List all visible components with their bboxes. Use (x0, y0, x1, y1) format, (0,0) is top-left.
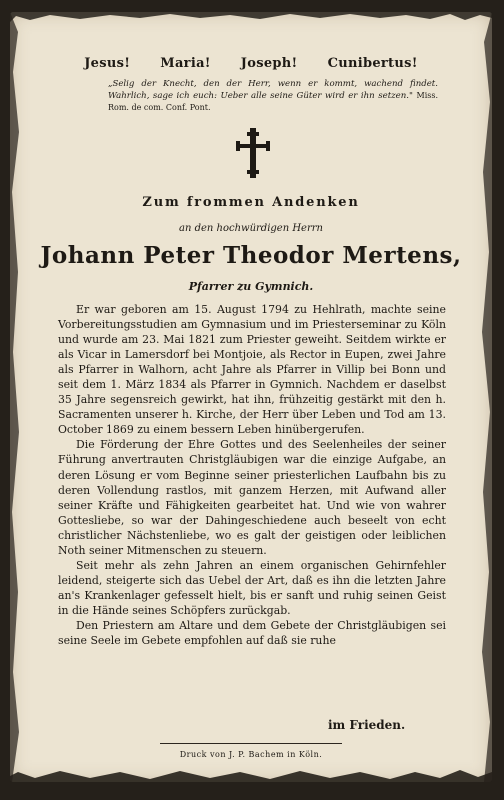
biography-paragraph: Seit mehr als zehn Jahren an einem organischen Gehirnfehler leidend, steigerte sich das Uebel der Art, daß es ihn die letzten Jahre an's Krankenlager gefesselt hielt, bis er sanft und ruhig seinen Geist in die Hände seines Schöpfers zurückgab. (58, 558, 446, 617)
saint-name: Cunibertus! (327, 56, 418, 71)
biography-paragraph: Er war geboren am 15. August 1794 zu Hehlrath, machte seine Vorbereitungsstudien am Gymnasium und im Priesterseminar zu Köln und wurde am 23. Mai 1821 zum Priester geweiht. Seitdem wirkte er als Vicar in Lamersdorf bei Montjoie, als Rector in Eupen, zwei Jahre als Pfarrer in Walhorn, acht Jahre als Pfarrer in Villip bei Bonn und seit dem 1. März 1834 als Pfarrer in Gymnich. Nachdem er daselbst 35 Jahre segensreich gewirkt, hat ihn, frühzeitig gestärkt mit den h. Sacramenten unserer h. Kirche, der Herr über Leben und Tod am 13. October 1869 zu einem bessern Leben hinübergerufen. (58, 303, 446, 437)
deceased-name: Johann Peter Theodor Mertens, (40, 242, 462, 269)
biography-paragraph: Den Priestern am Altare und dem Gebete der Christgläubigen sei seine Seele im Gebete empfohlen auf daß sie ruhe (58, 618, 446, 648)
saint-name: Joseph! (240, 56, 298, 71)
printer-imprint: Druck von J. P. Bachem in Köln. (179, 750, 323, 759)
saint-name: Jesus! (84, 56, 131, 71)
saint-name: Maria! (160, 56, 211, 71)
biography-paragraph: Die Förderung der Ehre Gottes und des Seelenheiles der seiner Führung anvertrauten Christgläubigen war die einzige Aufgabe, an deren Lösung er vom Beginne seiner priesterlichen Laufbahn bis zu deren Vollendung rastlos, mit ganzem Herzen, mit Aufwand aller seiner Kräfte und Fähigkeiten gearbeitet hat. Und wie von wahrer Gottesliebe, so war der Dahingeschiedene auch beseelt von echt christlicher Nächstenliebe, wo es galt der geistigen oder leiblichen Noth seiner Mitmenschen zu steuern. (58, 438, 446, 557)
cross-icon (236, 126, 270, 182)
closing-phrase: im Frieden. (328, 718, 406, 732)
divider-rule (160, 743, 342, 744)
motto-source: Miss. Rom. de com. Conf. Pont. (108, 91, 439, 112)
memorial-subhead: an den hochwürdigen Herrn (179, 223, 323, 234)
memorial-card (10, 12, 492, 782)
motto-text: „Selig der Knecht, den der Herr, wenn er kommt, wachend findet. Wahrlich, sage ich euch: Ueber alle seine Güter wird er ihn setzen." (108, 79, 438, 101)
saints-invocation (10, 56, 492, 71)
memorial-headline: Zum frommen Andenken (142, 195, 360, 210)
deceased-role: Pfarrer zu Gymnich. (188, 280, 314, 293)
biography-text (58, 302, 446, 648)
scripture-motto (108, 78, 438, 114)
